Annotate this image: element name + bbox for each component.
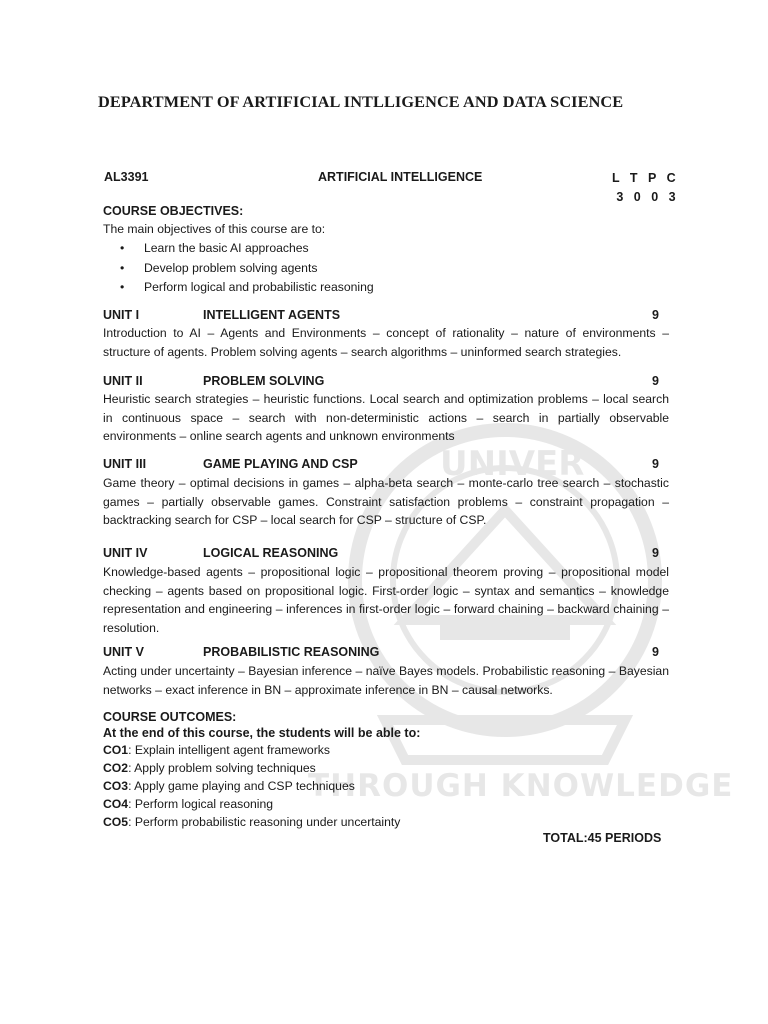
outcome-item bbox=[103, 759, 400, 777]
ltpc-block bbox=[612, 169, 679, 207]
outcome-text: : Perform probabilistic reasoning under uncertainty bbox=[128, 815, 401, 829]
course-title: ARTIFICIAL INTELLIGENCE bbox=[318, 170, 483, 184]
outcome-item bbox=[103, 813, 400, 831]
unit-title: GAME PLAYING AND CSP bbox=[203, 457, 358, 471]
seal-arc-text: UNIVER bbox=[440, 444, 585, 484]
course-code: AL3391 bbox=[104, 170, 149, 184]
department-heading: DEPARTMENT OF ARTIFICIAL INTLLIGENCE AND DATA SCIENCE bbox=[98, 92, 624, 111]
unit-hours: 9 bbox=[652, 457, 659, 471]
objectives-list bbox=[120, 239, 374, 298]
unit-3-content: Game theory – optimal decisions in games – alpha-beta search – monte-carlo tree search – stochastic games – partially observable games. Constraint satisfaction problems – constraint propagation – backtracking search for CSP – local search for CSP – structure of CSP. bbox=[103, 476, 669, 527]
outcome-code: CO1 bbox=[103, 743, 129, 757]
objective-item: • Perform logical and probabilistic reasoning bbox=[120, 278, 374, 298]
outcome-text: : Perform logical reasoning bbox=[128, 797, 274, 811]
unit-hours: 9 bbox=[652, 546, 659, 560]
unit-title: INTELLIGENT AGENTS bbox=[203, 308, 341, 322]
unit-hours: 9 bbox=[652, 374, 659, 388]
objectives-intro: The main objectives of this course are to: bbox=[103, 222, 326, 236]
unit-label: UNIT III bbox=[103, 457, 147, 471]
unit-2-content: Heuristic search strategies – heuristic functions. Local search and optimization problems – local search in continuous space – search with non-deterministic actions – search in partially observable environments – online search agents and unknown environments bbox=[103, 392, 669, 443]
outcomes-list bbox=[103, 741, 400, 831]
objective-item: • Develop problem solving agents bbox=[120, 259, 374, 279]
unit-4-content: Knowledge-based agents – propositional logic – propositional theorem proving – propositional model checking – agents based on propositional logic. First-order logic – syntax and semantics – knowledge representation and engineering – inferences in first-order logic – forward chaining – backward chaining – resolution. bbox=[103, 565, 669, 635]
unit-label: UNIT II bbox=[103, 374, 143, 388]
outcome-text: : Apply problem solving techniques bbox=[128, 761, 316, 775]
outcome-text: : Apply game playing and CSP techniques bbox=[128, 779, 355, 793]
objective-item: • Learn the basic AI approaches bbox=[120, 239, 374, 259]
unit-label: UNIT IV bbox=[103, 546, 148, 560]
outcome-code: CO3 bbox=[103, 779, 129, 793]
outcome-code: CO4 bbox=[103, 797, 129, 811]
unit-1-content: Introduction to AI – Agents and Environments – concept of rationality – nature of environments – structure of agents. Problem solving agents – search algorithms – uninformed search strategies. bbox=[103, 326, 669, 359]
unit-5-content: Acting under uncertainty – Bayesian inference – naïve Bayes models. Probabilistic reasoning – Bayesian networks – exact inference in BN – approximate inference in BN – causal networks. bbox=[103, 664, 669, 697]
ltpc-labels: L T P C bbox=[612, 171, 680, 185]
outcomes-heading: COURSE OUTCOMES: bbox=[103, 710, 237, 724]
unit-title: LOGICAL REASONING bbox=[203, 546, 339, 560]
outcome-code: CO2 bbox=[103, 761, 129, 775]
unit-5-header bbox=[103, 645, 659, 663]
outcome-item bbox=[103, 777, 400, 795]
unit-title: PROBABILISTIC REASONING bbox=[203, 645, 380, 659]
outcome-text: : Explain intelligent agent frameworks bbox=[128, 743, 330, 757]
outcome-item bbox=[103, 741, 400, 759]
unit-title: PROBLEM SOLVING bbox=[203, 374, 325, 388]
unit-label: UNIT V bbox=[103, 645, 144, 659]
watermark-motto: THROUGH KNOWLEDGE bbox=[308, 768, 734, 804]
unit-hours: 9 bbox=[652, 308, 659, 322]
unit-4-header bbox=[103, 546, 659, 564]
unit-3-header bbox=[103, 457, 659, 475]
ltpc-values: 3 0 0 3 bbox=[616, 190, 680, 204]
outcome-item bbox=[103, 795, 400, 813]
unit-hours: 9 bbox=[652, 645, 659, 659]
objectives-heading: COURSE OBJECTIVES: bbox=[103, 204, 244, 218]
total-periods: TOTAL:45 PERIODS bbox=[543, 831, 662, 845]
outcomes-intro: At the end of this course, the students will be able to: bbox=[103, 726, 421, 740]
outcome-code: CO5 bbox=[103, 815, 129, 829]
unit-label: UNIT I bbox=[103, 308, 140, 322]
